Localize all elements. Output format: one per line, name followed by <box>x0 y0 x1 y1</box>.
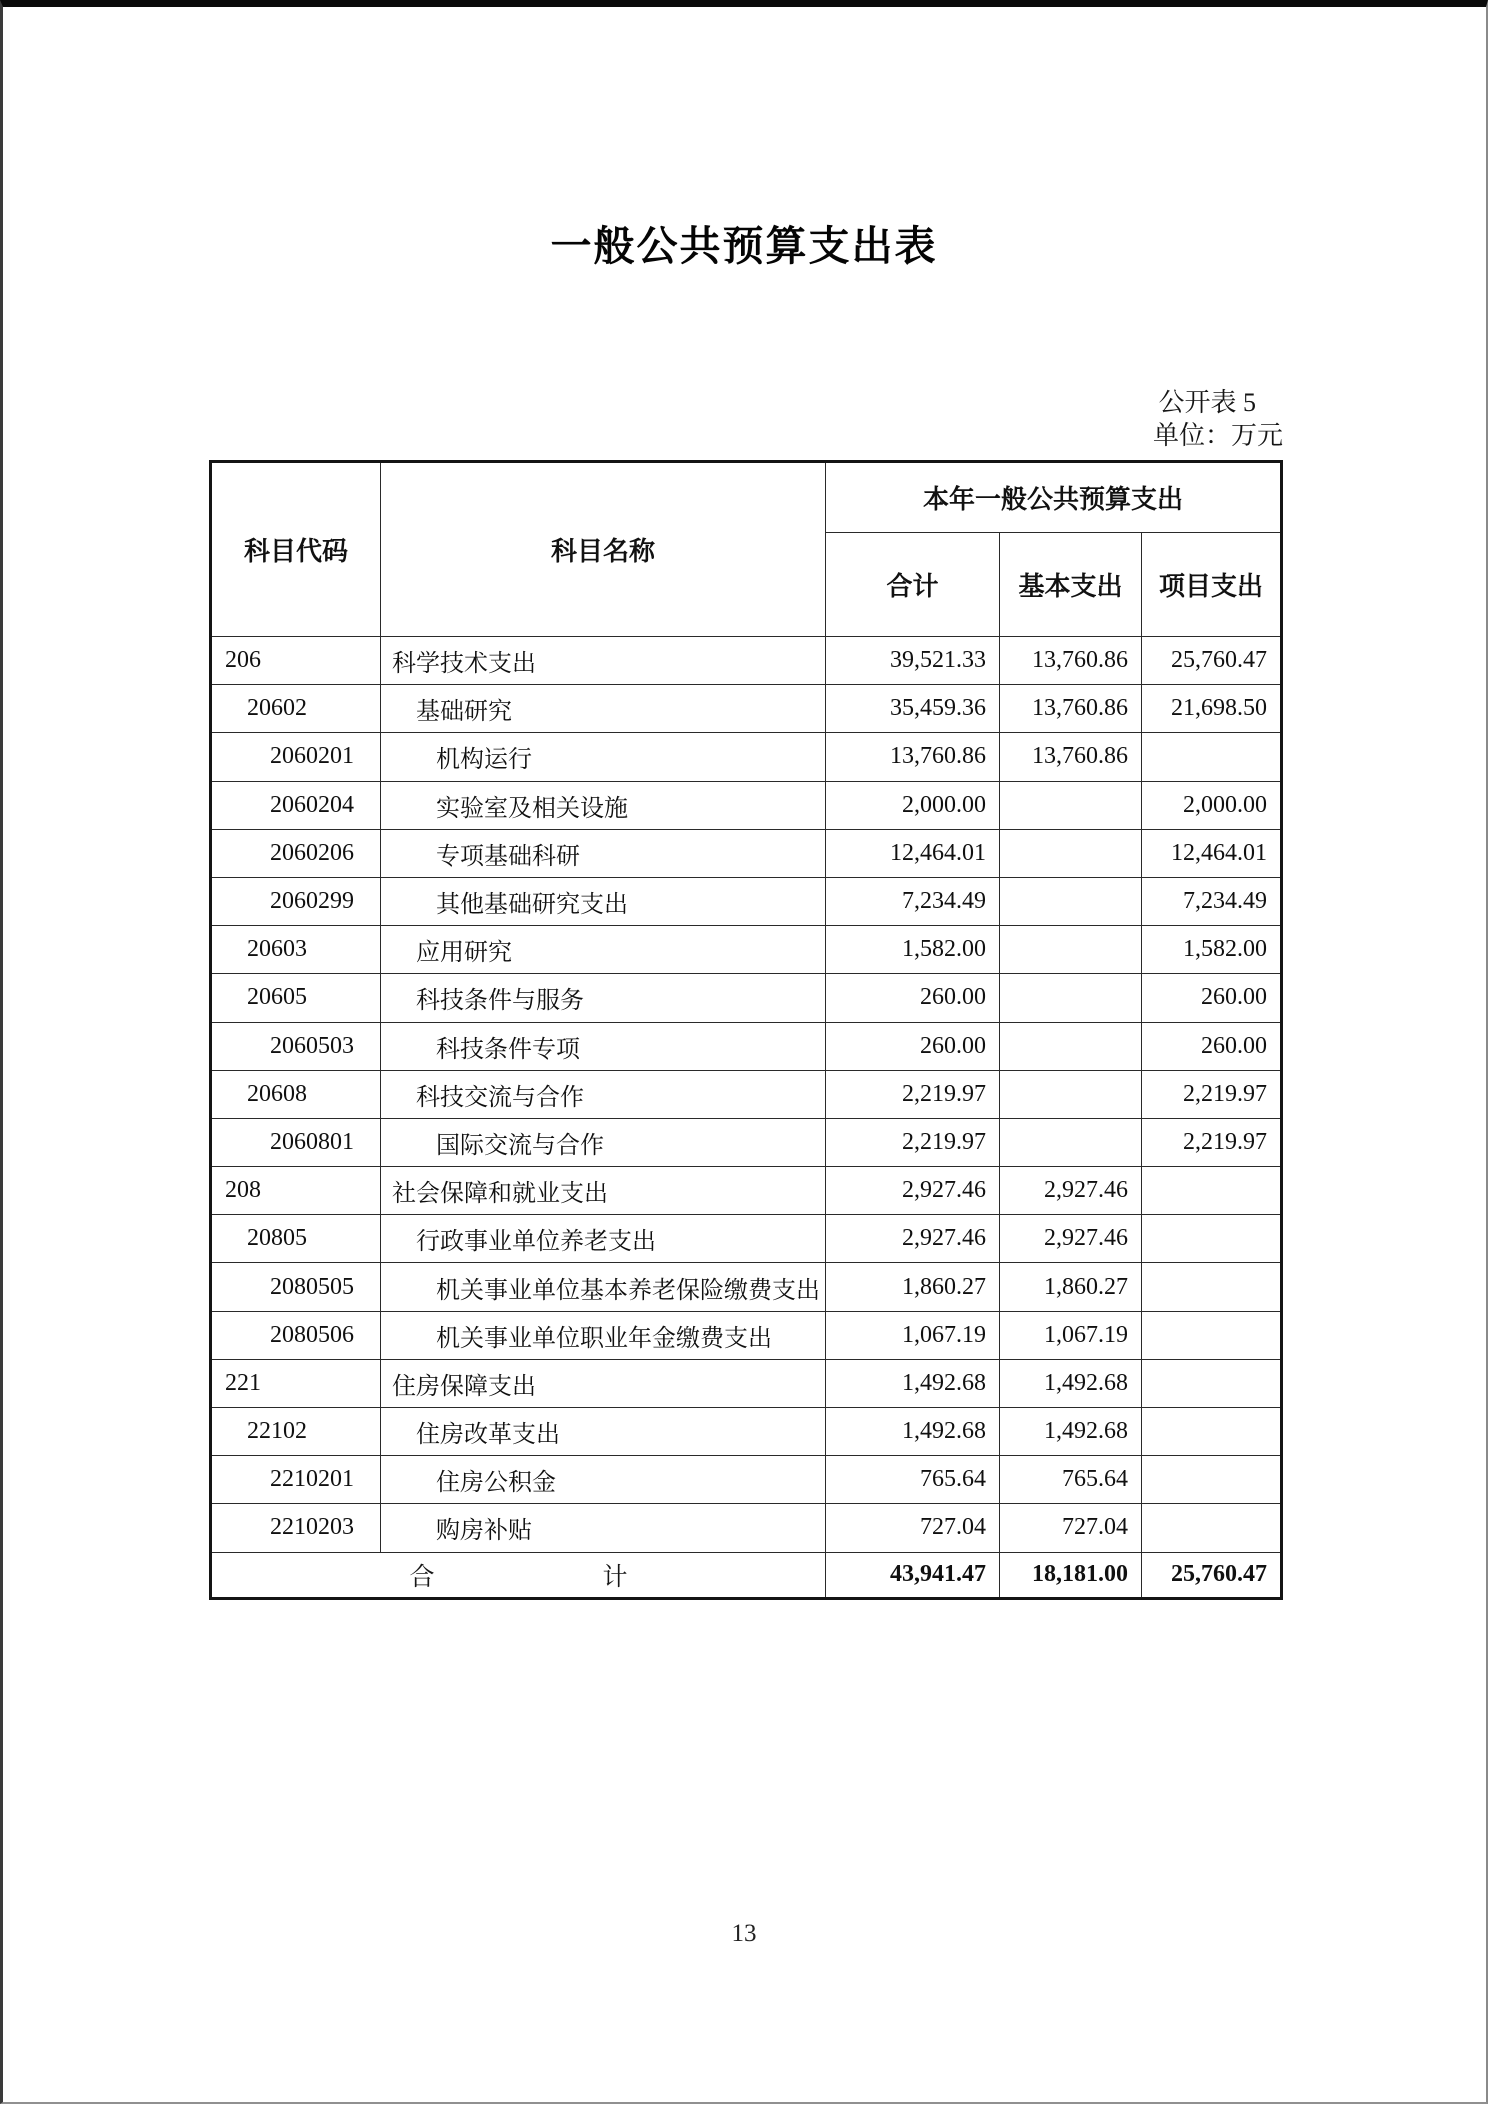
cell-project-expenditure: 7,234.49 <box>1142 877 1282 925</box>
cell-total: 1,492.68 <box>826 1408 1000 1456</box>
table-body <box>211 637 1282 1553</box>
table-row <box>211 1359 1282 1407</box>
cell-total: 1,582.00 <box>826 926 1000 974</box>
cell-total: 260.00 <box>826 974 1000 1022</box>
cell-basic-expenditure <box>1000 829 1142 877</box>
cell-project-expenditure: 260.00 <box>1142 974 1282 1022</box>
cell-basic-expenditure: 1,492.68 <box>1000 1359 1142 1407</box>
cell-total: 727.04 <box>826 1504 1000 1552</box>
table-header-row-1 <box>211 462 1282 533</box>
cell-project-expenditure <box>1142 1263 1282 1311</box>
cell-basic-expenditure: 1,860.27 <box>1000 1263 1142 1311</box>
cell-subject-name: 社会保障和就业支出 <box>381 1167 826 1215</box>
cell-subject-code: 2080506 <box>211 1311 381 1359</box>
header-project-expenditure: 项目支出 <box>1142 533 1282 637</box>
cell-subject-name: 科技交流与合作 <box>381 1070 826 1118</box>
cell-total: 1,860.27 <box>826 1263 1000 1311</box>
cell-subject-code: 20602 <box>211 685 381 733</box>
table-row <box>211 974 1282 1022</box>
cell-project-expenditure <box>1142 1167 1282 1215</box>
total-row <box>211 1552 1282 1598</box>
cell-basic-expenditure: 13,760.86 <box>1000 637 1142 685</box>
cell-basic-expenditure <box>1000 877 1142 925</box>
cell-project-expenditure <box>1142 1504 1282 1552</box>
cell-total: 260.00 <box>826 1022 1000 1070</box>
cell-subject-name: 机关事业单位职业年金缴费支出 <box>381 1311 826 1359</box>
cell-total: 2,000.00 <box>826 781 1000 829</box>
cell-total: 1,492.68 <box>826 1359 1000 1407</box>
table-row <box>211 926 1282 974</box>
cell-subject-code: 2060801 <box>211 1118 381 1166</box>
cell-project-expenditure <box>1142 1408 1282 1456</box>
cell-total: 2,927.46 <box>826 1215 1000 1263</box>
table-row <box>211 1504 1282 1552</box>
cell-basic-expenditure: 765.64 <box>1000 1456 1142 1504</box>
table-row <box>211 1408 1282 1456</box>
cell-basic-expenditure <box>1000 974 1142 1022</box>
table-row <box>211 1263 1282 1311</box>
header-current-year-group: 本年一般公共预算支出 <box>826 462 1282 533</box>
table-row <box>211 1167 1282 1215</box>
cell-project-expenditure <box>1142 1311 1282 1359</box>
cell-total: 1,067.19 <box>826 1311 1000 1359</box>
cell-project-expenditure: 2,000.00 <box>1142 781 1282 829</box>
table-row <box>211 829 1282 877</box>
cell-subject-name: 其他基础研究支出 <box>381 877 826 925</box>
table-row <box>211 1070 1282 1118</box>
total-label-cell <box>211 1552 826 1598</box>
cell-subject-name: 应用研究 <box>381 926 826 974</box>
cell-project-expenditure: 260.00 <box>1142 1022 1282 1070</box>
cell-basic-expenditure: 13,760.86 <box>1000 733 1142 781</box>
total-label-left: 合 <box>409 1563 435 1591</box>
cell-subject-code: 206 <box>211 637 381 685</box>
page-number: 13 <box>731 1920 757 1947</box>
total-label <box>212 1557 825 1593</box>
cell-project-expenditure <box>1142 733 1282 781</box>
cell-total: 765.64 <box>826 1456 1000 1504</box>
cell-basic-expenditure: 13,760.86 <box>1000 685 1142 733</box>
cell-subject-code: 2060201 <box>211 733 381 781</box>
cell-subject-code: 2210201 <box>211 1456 381 1504</box>
cell-project-expenditure <box>1142 1215 1282 1263</box>
cell-basic-expenditure <box>1000 926 1142 974</box>
cell-total: 39,521.33 <box>826 637 1000 685</box>
cell-subject-name: 国际交流与合作 <box>381 1118 826 1166</box>
cell-subject-code: 2060503 <box>211 1022 381 1070</box>
table-row <box>211 733 1282 781</box>
total-project: 25,760.47 <box>1142 1552 1282 1598</box>
cell-subject-name: 住房改革支出 <box>381 1408 826 1456</box>
publish-table-note: 公开表 5 <box>1158 388 1256 417</box>
table-row <box>211 685 1282 733</box>
page-title: 一般公共预算支出表 <box>550 223 938 269</box>
table-row <box>211 1215 1282 1263</box>
cell-basic-expenditure: 727.04 <box>1000 1504 1142 1552</box>
cell-basic-expenditure: 1,492.68 <box>1000 1408 1142 1456</box>
meta-block <box>1153 386 1283 452</box>
cell-subject-code: 20805 <box>211 1215 381 1263</box>
unit-note: 单位：万元 <box>1152 421 1283 450</box>
cell-subject-name: 专项基础科研 <box>381 829 826 877</box>
cell-subject-name: 科学技术支出 <box>381 637 826 685</box>
cell-total: 7,234.49 <box>826 877 1000 925</box>
cell-subject-name: 机构运行 <box>381 733 826 781</box>
cell-subject-code: 20603 <box>211 926 381 974</box>
cell-subject-code: 2060299 <box>211 877 381 925</box>
cell-basic-expenditure: 2,927.46 <box>1000 1215 1142 1263</box>
cell-subject-code: 22102 <box>211 1408 381 1456</box>
cell-total: 2,219.97 <box>826 1070 1000 1118</box>
cell-basic-expenditure: 2,927.46 <box>1000 1167 1142 1215</box>
cell-project-expenditure: 12,464.01 <box>1142 829 1282 877</box>
header-total: 合计 <box>826 533 1000 637</box>
cell-project-expenditure: 2,219.97 <box>1142 1118 1282 1166</box>
table-row <box>211 1022 1282 1070</box>
cell-subject-name: 机关事业单位基本养老保险缴费支出 <box>381 1263 826 1311</box>
cell-subject-name: 购房补贴 <box>381 1504 826 1552</box>
header-subject-name: 科目名称 <box>381 462 826 637</box>
cell-subject-code: 221 <box>211 1359 381 1407</box>
cell-subject-name: 基础研究 <box>381 685 826 733</box>
header-subject-code: 科目代码 <box>211 462 381 637</box>
cell-project-expenditure <box>1142 1359 1282 1407</box>
cell-total: 2,927.46 <box>826 1167 1000 1215</box>
cell-subject-code: 20605 <box>211 974 381 1022</box>
cell-project-expenditure: 1,582.00 <box>1142 926 1282 974</box>
total-basic: 18,181.00 <box>1000 1552 1142 1598</box>
cell-subject-code: 208 <box>211 1167 381 1215</box>
cell-project-expenditure: 2,219.97 <box>1142 1070 1282 1118</box>
cell-subject-name: 住房保障支出 <box>381 1359 826 1407</box>
cell-subject-code: 2080505 <box>211 1263 381 1311</box>
cell-total: 13,760.86 <box>826 733 1000 781</box>
total-label-right: 计 <box>602 1563 628 1591</box>
cell-subject-code: 2210203 <box>211 1504 381 1552</box>
cell-basic-expenditure <box>1000 1070 1142 1118</box>
cell-project-expenditure: 25,760.47 <box>1142 637 1282 685</box>
cell-project-expenditure: 21,698.50 <box>1142 685 1282 733</box>
cell-subject-name: 实验室及相关设施 <box>381 781 826 829</box>
header-basic-expenditure: 基本支出 <box>1000 533 1142 637</box>
budget-table <box>209 460 1283 1600</box>
cell-subject-code: 2060206 <box>211 829 381 877</box>
cell-project-expenditure <box>1142 1456 1282 1504</box>
table-row <box>211 781 1282 829</box>
cell-subject-code: 20608 <box>211 1070 381 1118</box>
cell-total: 2,219.97 <box>826 1118 1000 1166</box>
total-sum: 43,941.47 <box>826 1552 1000 1598</box>
cell-subject-name: 科技条件专项 <box>381 1022 826 1070</box>
table-row <box>211 1118 1282 1166</box>
cell-basic-expenditure <box>1000 781 1142 829</box>
table-row <box>211 877 1282 925</box>
cell-basic-expenditure <box>1000 1022 1142 1070</box>
table-row <box>211 637 1282 685</box>
cell-basic-expenditure <box>1000 1118 1142 1166</box>
cell-total: 35,459.36 <box>826 685 1000 733</box>
cell-total: 12,464.01 <box>826 829 1000 877</box>
table-row <box>211 1311 1282 1359</box>
table-row <box>211 1456 1282 1504</box>
cell-subject-name: 科技条件与服务 <box>381 974 826 1022</box>
cell-basic-expenditure: 1,067.19 <box>1000 1311 1142 1359</box>
cell-subject-name: 行政事业单位养老支出 <box>381 1215 826 1263</box>
cell-subject-code: 2060204 <box>211 781 381 829</box>
cell-subject-name: 住房公积金 <box>381 1456 826 1504</box>
